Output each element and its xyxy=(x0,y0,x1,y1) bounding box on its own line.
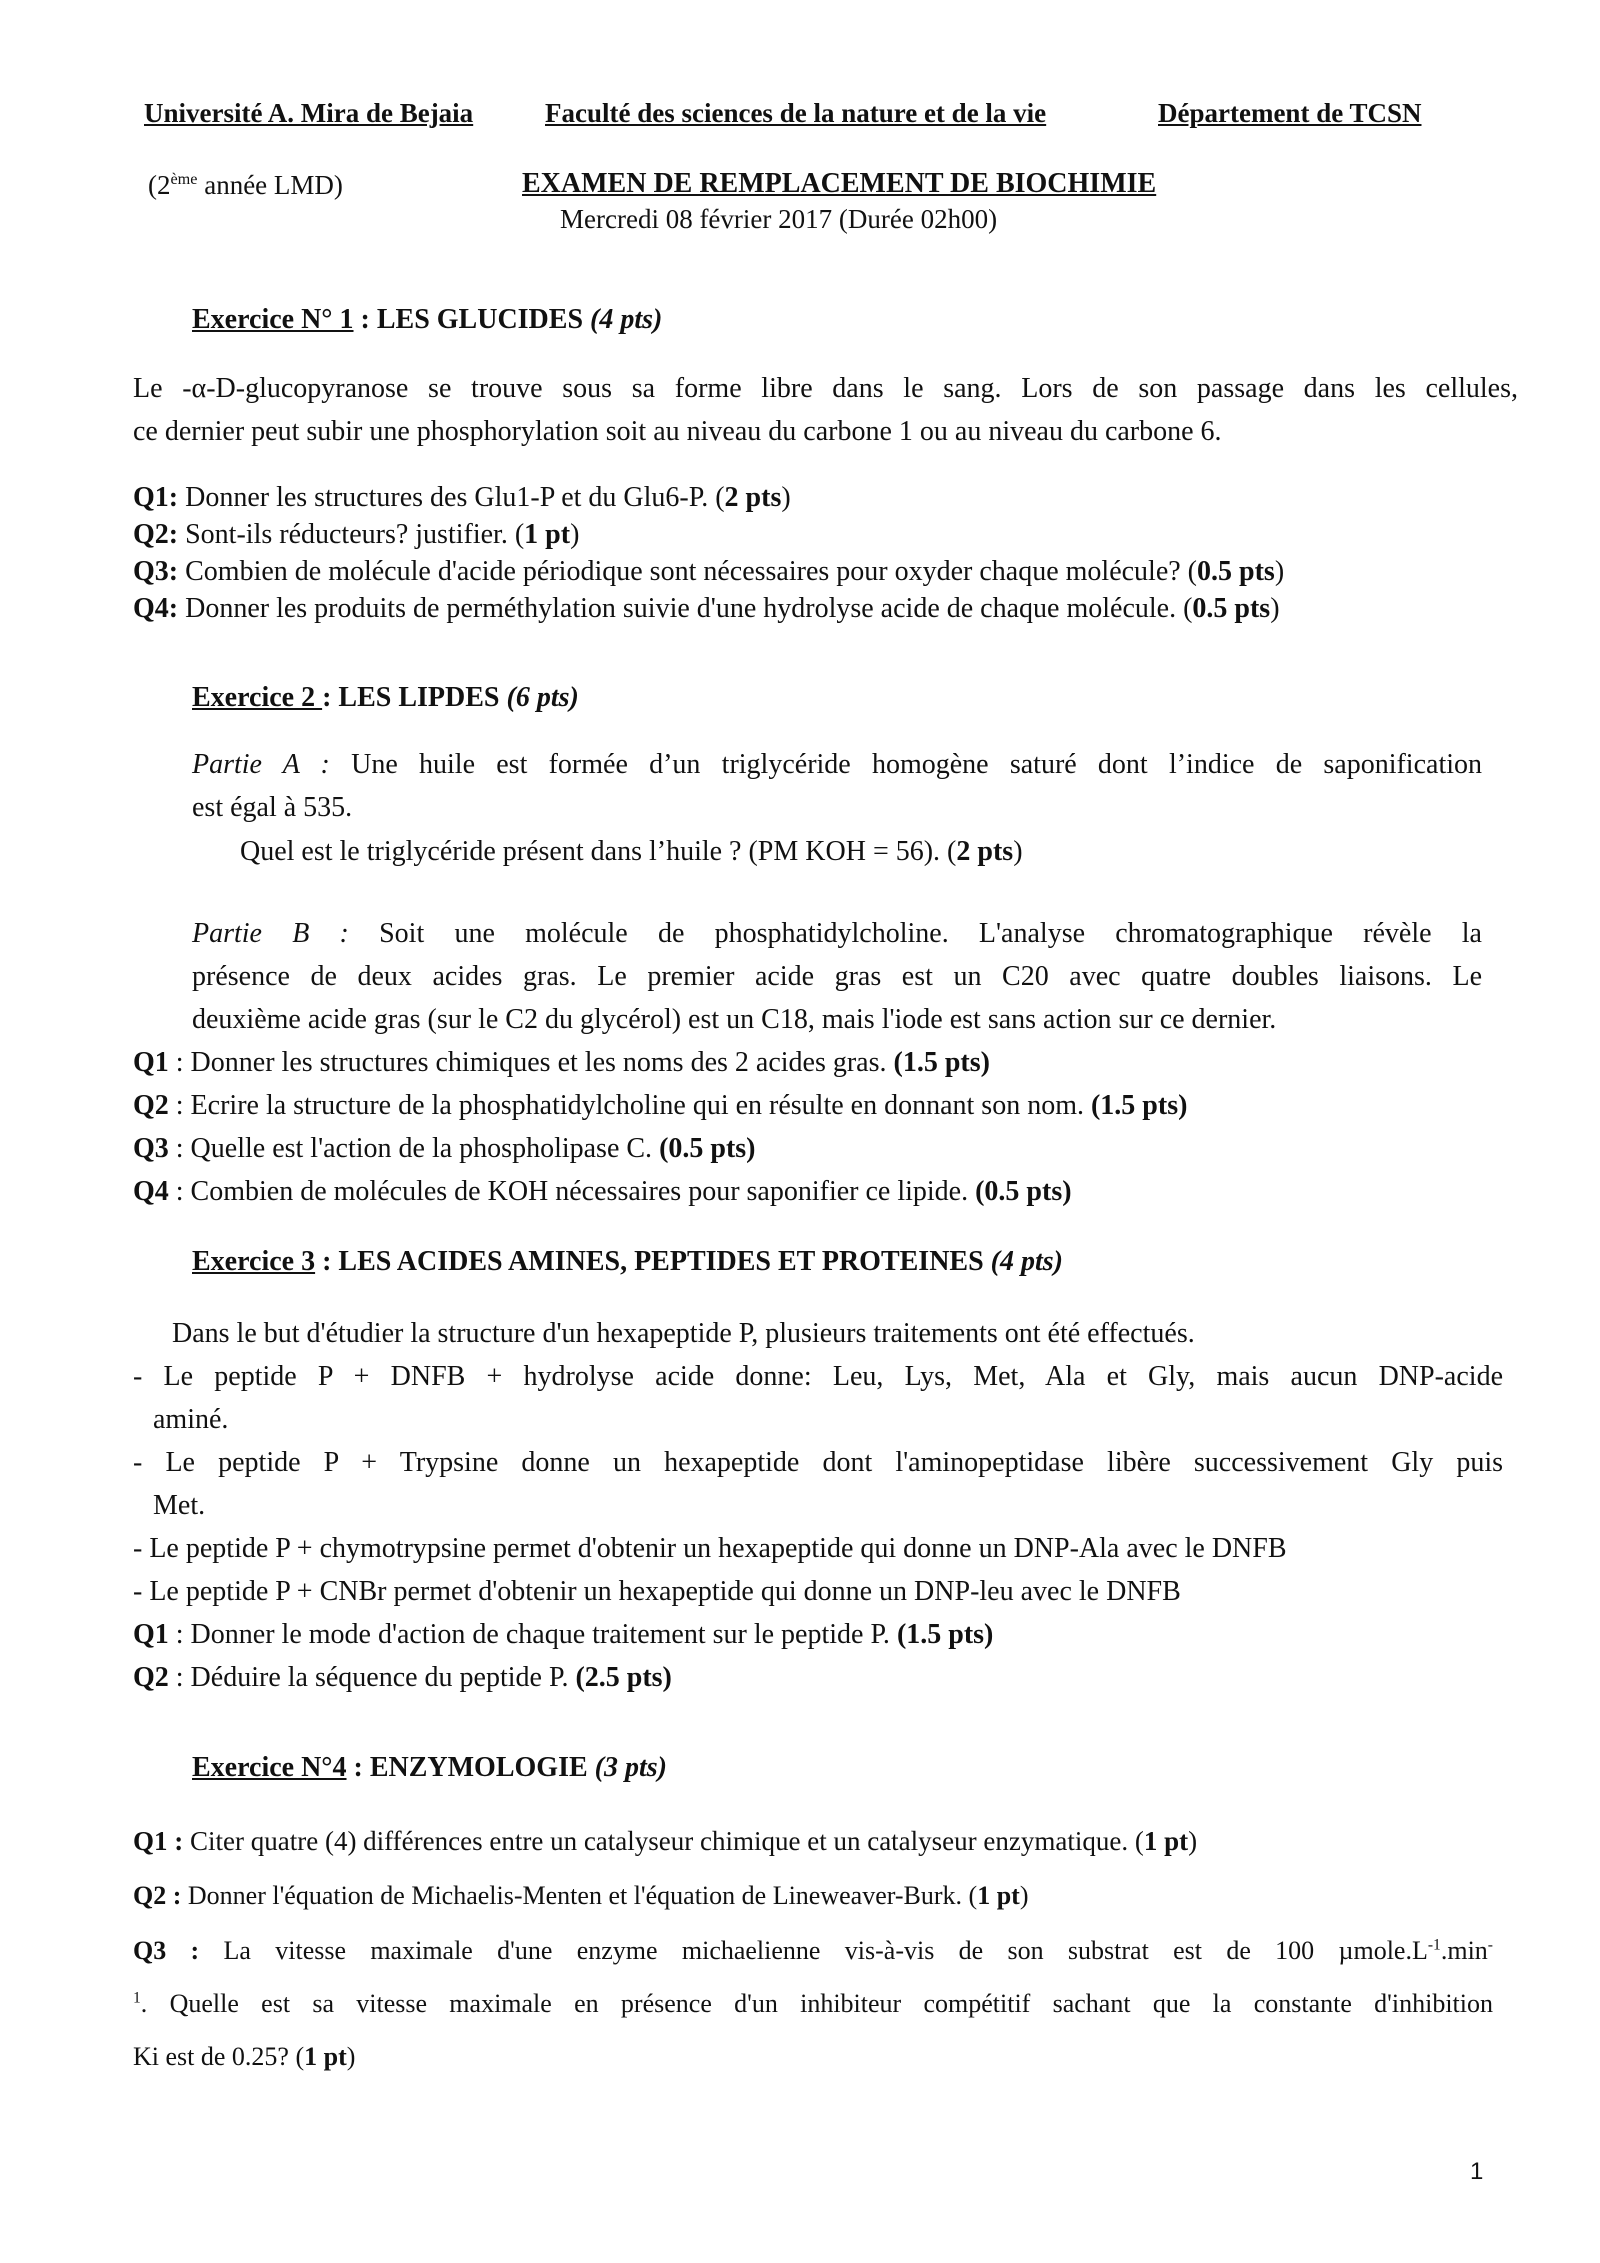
treatment-line: - Le peptide P + DNFB + hydrolyse acide donne: Leu, Lys, Met, Ala et Gly, mais aucun DNP-acide xyxy=(133,1361,1503,1392)
exercise-2-question: Q2 : Ecrire la structure de la phosphatidylcholine qui en résulte en donnant son nom. (1.5 pts) xyxy=(133,1090,1188,1121)
year-level: (2ème année LMD) xyxy=(148,170,343,200)
page-number: 1 xyxy=(1470,2158,1484,2185)
part-b-line-1: Partie B : Soit une molécule de phosphatidylcholine. L'analyse chromatographique révèle la xyxy=(192,918,1482,949)
exercise-4-title: Exercice N°4 : ENZYMOLOGIE (3 pts) xyxy=(192,1752,667,1783)
part-a-line-1: Partie A : Une huile est formée d’un triglycéride homogène saturé dont l’indice de saponification xyxy=(192,749,1483,780)
exercise-4-question-3-line-3: Ki est de 0.25? (1 pt) xyxy=(133,2042,356,2071)
treatment-line: - Le peptide P + CNBr permet d'obtenir un hexapeptide qui donne un DNP-leu avec le DNFB xyxy=(133,1576,1181,1607)
exam-date: Mercredi 08 février 2017 (Durée 02h00) xyxy=(560,204,998,234)
treatment-line: - Le peptide P + chymotrypsine permet d'obtenir un hexapeptide qui donne un DNP-Ala avec le DNFB xyxy=(133,1533,1287,1564)
university-name: Université A. Mira de Bejaia xyxy=(144,98,474,128)
faculty-name: Faculté des sciences de la nature et de la vie xyxy=(545,98,1047,128)
exercise-3-question: Q2 : Déduire la séquence du peptide P. (2.5 pts) xyxy=(133,1662,672,1693)
exercise-1-question: Q2: Sont-ils réducteurs? justifier. (1 pt) xyxy=(133,519,580,550)
exercise-3-title: Exercice 3 : LES ACIDES AMINES, PEPTIDES ET PROTEINES (4 pts) xyxy=(192,1246,1063,1277)
exercise-1-question: Q4: Donner les produits de perméthylation suivie d'une hydrolyse acide de chaque molécule. (0.5 pts) xyxy=(133,593,1280,624)
treatment-line: - Le peptide P + Trypsine donne un hexapeptide dont l'aminopeptidase libère successivement Gly puis xyxy=(133,1447,1503,1478)
exercise-1-question: Q3: Combien de molécule d'acide périodique sont nécessaires pour oxyder chaque molécule? (0.5 pts) xyxy=(133,556,1285,587)
part-b-line-3: deuxième acide gras (sur le C2 du glycérol) est un C18, mais l'iode est sans action sur ce dernier. xyxy=(192,1004,1277,1035)
exercise-4-question-1: Q1 : Citer quatre (4) différences entre un catalyseur chimique et un catalyseur enzymatique. (1 pt) xyxy=(133,1826,1198,1856)
part-b-line-2: présence de deux acides gras. Le premier acide gras est un C20 avec quatre doubles liaisons. Le xyxy=(192,961,1482,992)
exercise-1-title: Exercice N° 1 : LES GLUCIDES (4 pts) xyxy=(192,304,663,335)
exercise-4-question-3-line-2: $^1$. Quelle est sa vitesse maximale en présence d'un inhibiteur compétitif sachant que la constante d'inhibition xyxy=(133,1989,1493,2018)
exercise-2-question: Q1 : Donner les structures chimiques et les noms des 2 acides gras. (1.5 pts) xyxy=(133,1047,990,1078)
exercise-1-question: Q1: Donner les structures des Glu1-P et du Glu6-P. (2 pts) xyxy=(133,482,791,513)
treatment-line-cont: aminé. xyxy=(153,1404,229,1435)
exam-title: EXAMEN DE REMPLACEMENT DE BIOCHIMIE xyxy=(522,168,1157,199)
exercise-4-question-2: Q2 : Donner l'équation de Michaelis-Menten et l'équation de Lineweaver-Burk. (1 pt) xyxy=(133,1881,1029,1910)
exercise-4-question-3-line-1: Q3 : La vitesse maximale d'une enzyme michaelienne vis-à-vis de son substrat est de 100 $\mu mole.L^{-1}.\min^-$ xyxy=(133,1936,1493,1965)
treatment-line-cont: Met. xyxy=(153,1490,206,1521)
exercise-1-intro-line-2: ce dernier peut subir une phosphorylation soit au niveau du carbone 1 ou au niveau du carbone 6. xyxy=(133,416,1222,447)
exercise-3-intro: Dans le but d'étudier la structure d'un hexapeptide P, plusieurs traitements ont été effectués. xyxy=(172,1318,1195,1349)
part-a-line-2: est égal à 535. xyxy=(192,792,353,823)
part-a-question: Quel est le triglycéride présent dans l’huile ? (PM KOH = 56). (2 pts) xyxy=(240,836,1023,867)
exercise-2-question: Q4 : Combien de molécules de KOH nécessaires pour saponifier ce lipide. (0.5 pts) xyxy=(133,1176,1072,1207)
exercise-3-question: Q1 : Donner le mode d'action de chaque traitement sur le peptide P. (1.5 pts) xyxy=(133,1619,994,1650)
exercise-1-intro-line-1: Le -α-D-glucopyranose se trouve sous sa forme libre dans le sang. Lors de son passage dans les cellules, xyxy=(133,373,1518,404)
department-name: Département de TCSN xyxy=(1158,98,1422,128)
exercise-2-question: Q3 : Quelle est l'action de la phospholipase C. (0.5 pts) xyxy=(133,1133,756,1164)
exercise-2-title: Exercice 2 : LES LIPDES (6 pts) xyxy=(192,682,579,713)
